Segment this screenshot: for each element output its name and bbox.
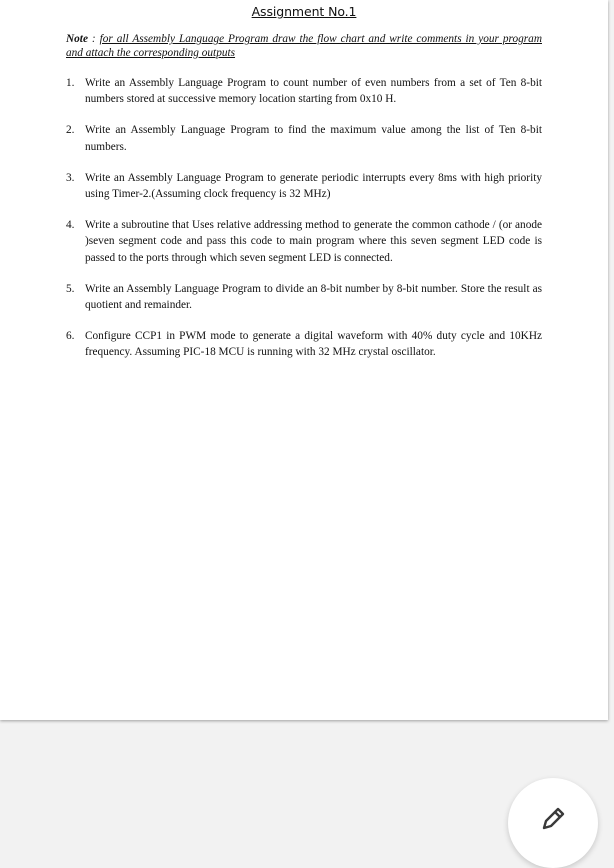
question-number: 3. bbox=[66, 171, 75, 184]
pencil-icon bbox=[540, 804, 568, 832]
note-text: for all Assembly Language Program draw the flow chart and write comments in your program and attach the corresponding outputs bbox=[66, 33, 542, 59]
question-item bbox=[66, 281, 542, 313]
question-number: 5. bbox=[66, 282, 75, 295]
note-separator: : bbox=[87, 33, 100, 45]
question-text: Write an Assembly Language Program to count number of even numbers from a set of Ten 8-bit numbers stored at successive memory location starting from 0x10 H. bbox=[85, 77, 542, 106]
note-label: Note bbox=[66, 33, 88, 45]
question-item bbox=[66, 122, 542, 154]
question-item bbox=[66, 170, 542, 202]
question-list bbox=[66, 75, 542, 361]
question-number: 6. bbox=[66, 330, 75, 343]
assignment-note bbox=[66, 33, 542, 60]
question-number: 1. bbox=[66, 77, 75, 89]
question-number: 2. bbox=[66, 124, 75, 137]
question-text: Write a subroutine that Uses relative addressing method to generate the common cathode / (or anode )seven segment code and pass this code to main program where this seven segment LED code is passed to the ports through which seven segment LED is connected. bbox=[85, 219, 542, 264]
edit-button[interactable] bbox=[508, 778, 598, 868]
question-number: 4. bbox=[66, 219, 75, 232]
document-title: Assignment No.1 bbox=[251, 4, 357, 19]
question-text: Write an Assembly Language Program to generate periodic interrupts every 8ms with high priority using Timer-2.(Assuming clock frequency is 32 MHz) bbox=[85, 171, 542, 201]
question-text: Configure CCP1 in PWM mode to generate a digital waveform with 40% duty cycle and 10KHz frequency. Assuming PIC-18 MCU is running with 32 MHz crystal oscillator. bbox=[85, 330, 542, 359]
question-item bbox=[66, 328, 542, 360]
question-item bbox=[66, 75, 542, 107]
question-text: Write an Assembly Language Program to divide an 8-bit number by 8-bit number. Store the result as quotient and remainder. bbox=[85, 282, 542, 312]
question-text: Write an Assembly Language Program to find the maximum value among the list of Ten 8-bit numbers. bbox=[85, 124, 542, 153]
question-item bbox=[66, 217, 542, 266]
